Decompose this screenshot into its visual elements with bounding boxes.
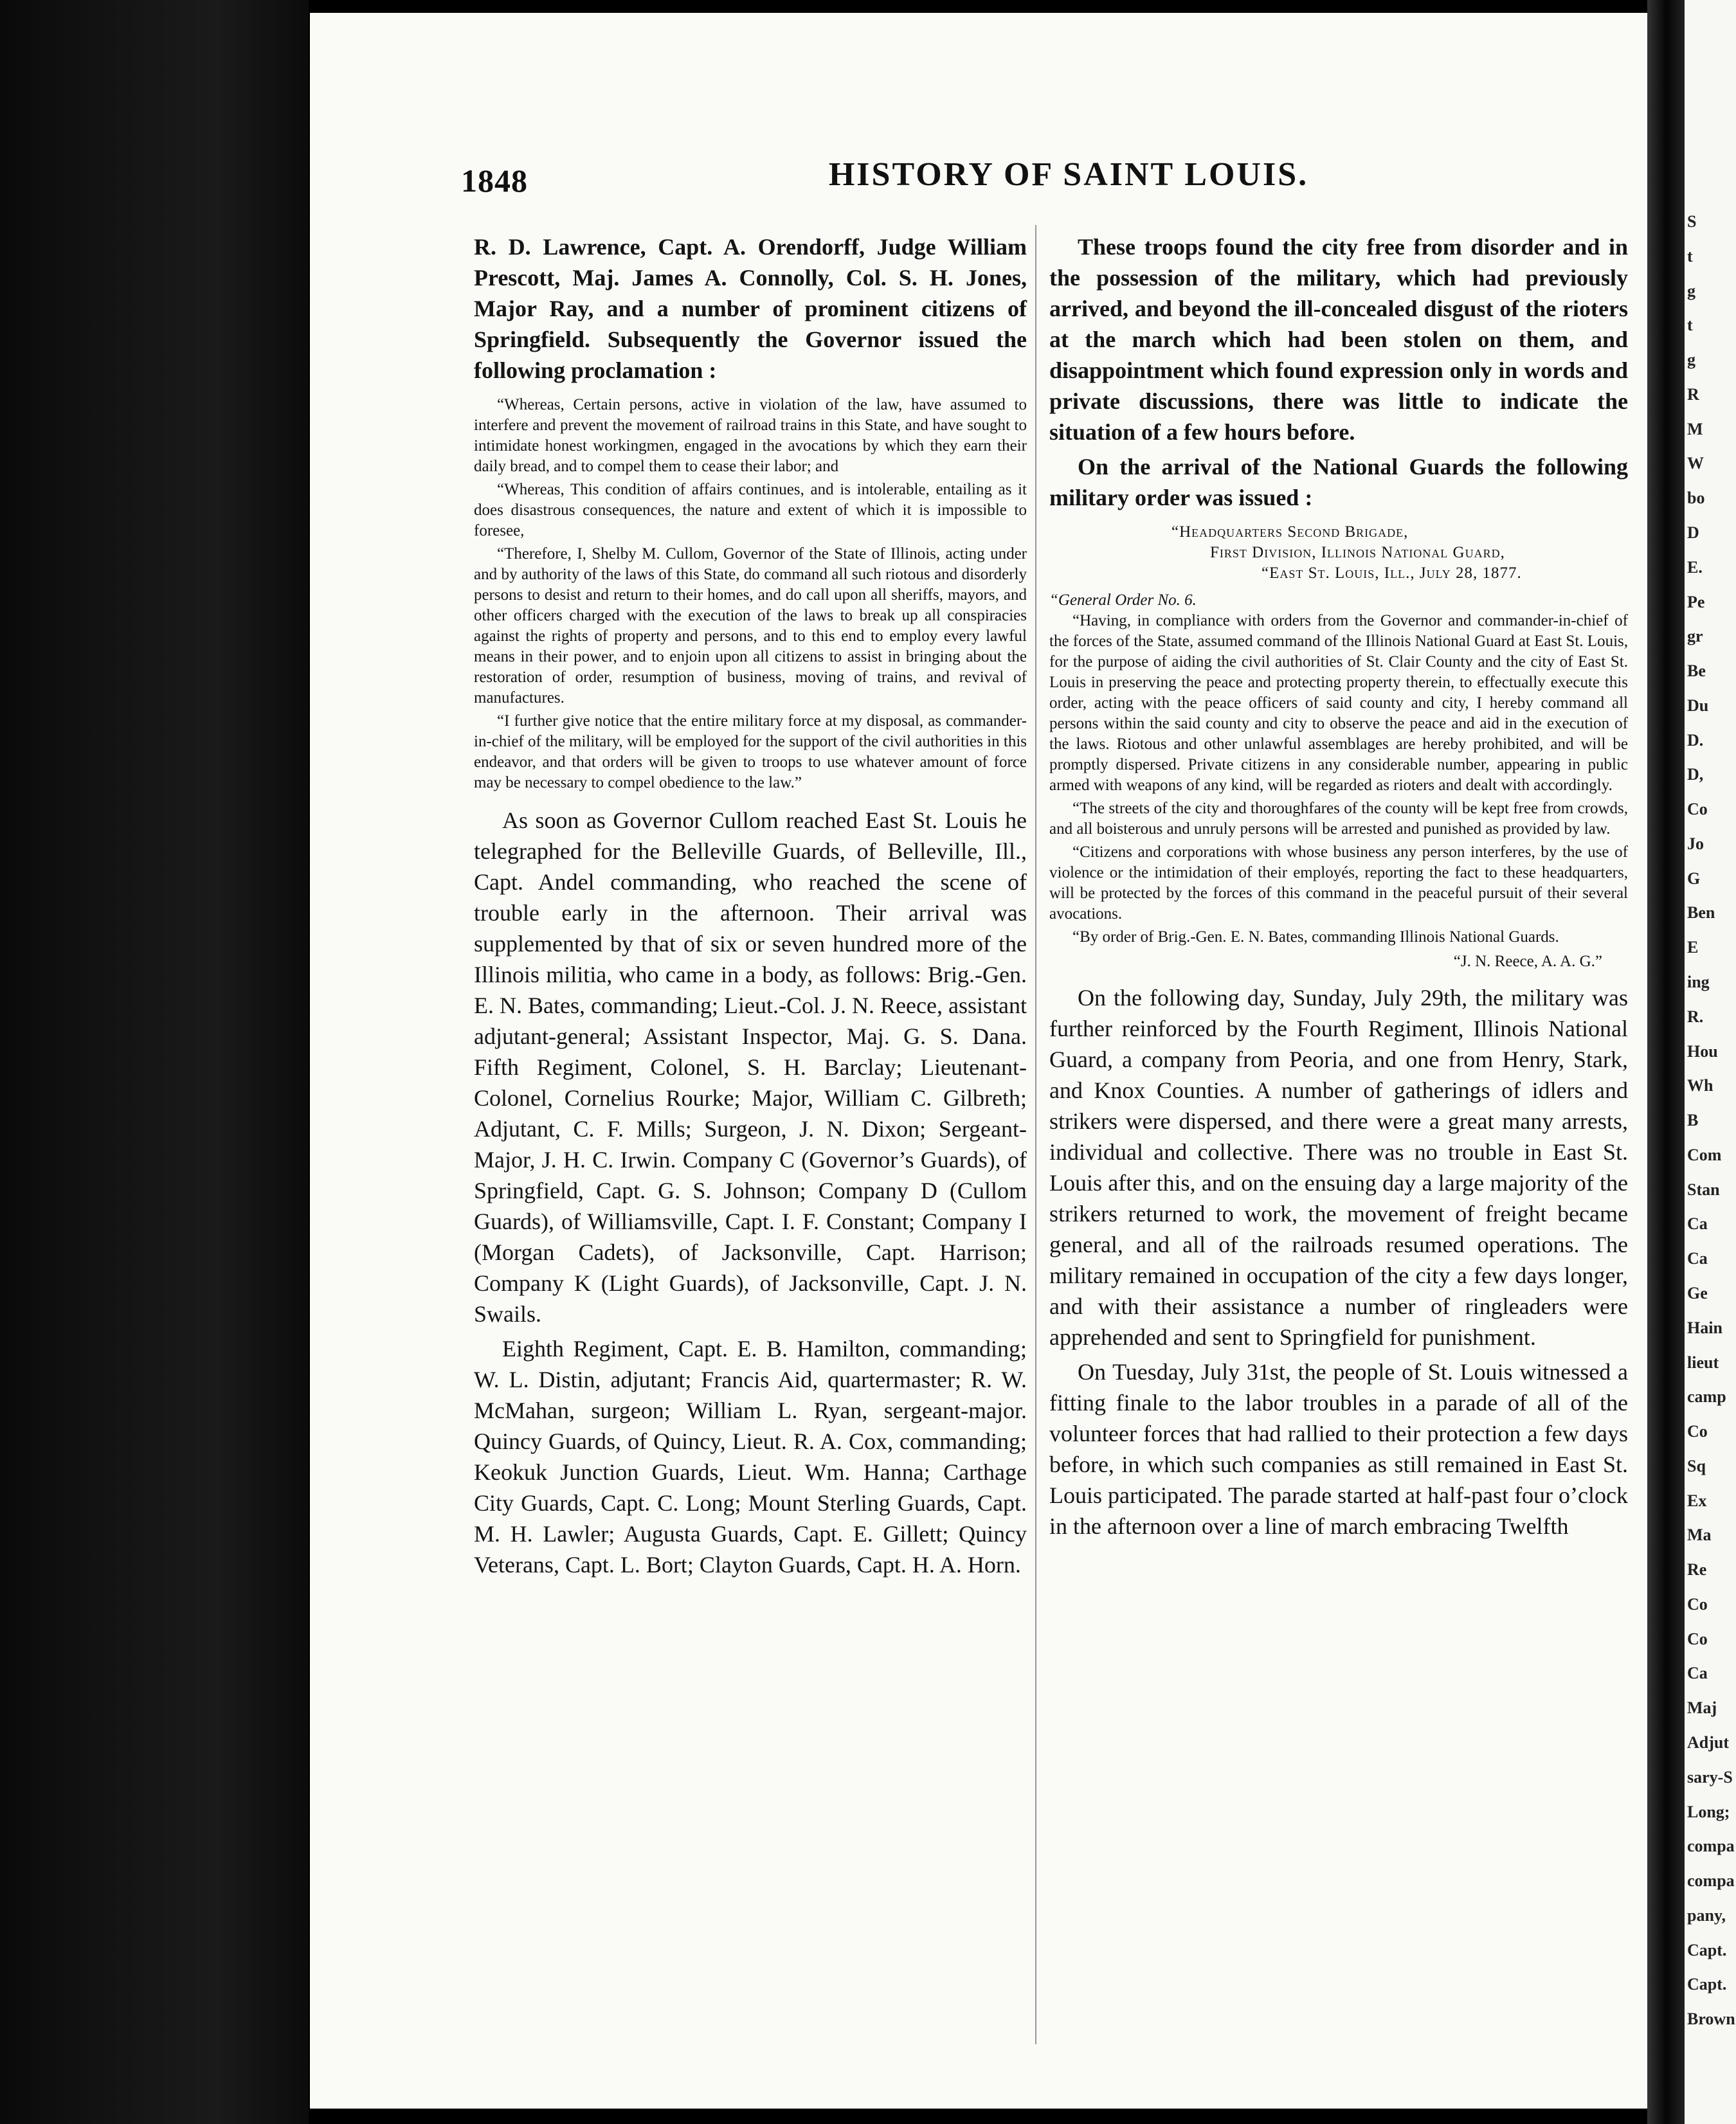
order-number: “General Order No. 6. [1049,591,1197,609]
proclamation-paragraph: “Therefore, I, Shelby M. Cullom, Governor of the State of Illinois, acting under and by authority of the laws of this State, do command all such riotous and disorderly persons to desist and return to their homes, and do call upon all sheriffs, mayors, and other officers charged with the execution of the laws to break up all conspiracies against the rights of property and persons, and to this end to employ every lawful means in their power, and to enjoin upon all citizens to assist in bringing about the restoration of order, resumption of business, moving of trains, and revival of manufactures. [474,545,1027,706]
next-page-fragment: Ca [1687,1214,1708,1233]
body-paragraph: On Tuesday, July 31st, the people of St. Louis witnessed a fitting finale to the labor troubles in a parade of all of the volunteer forces that had rallied to their protection a few days before, in which such companies as still remained in East St. Louis participated. The parade started at half-past four o’clock in the afternoon over a line of march embracing Twelfth [1049,1359,1628,1539]
next-page-fragment: R. [1687,1007,1704,1026]
next-page-fragment: S [1687,212,1697,231]
next-page-fragment: lieut [1687,1353,1719,1372]
next-page-fragment: Pe [1687,593,1705,611]
next-page-fragment: Ben [1687,903,1715,922]
next-page-fragment: camp [1687,1387,1726,1406]
proclamation [474,395,1027,793]
order-paragraph: “The streets of the city and thoroughfares of the county will be kept free from crowds, and all boisterous and unruly persons will be arrested and punished as provided by law. [1049,800,1628,838]
next-page-fragment: bo [1687,489,1705,507]
next-page-fragment: Sq [1687,1457,1706,1475]
right-column [1049,231,1628,1545]
next-page-fragment: R [1687,385,1699,404]
left-column [474,231,1027,1584]
next-page-fragment: gr [1687,627,1703,645]
next-page-fragment: Re [1687,1560,1707,1579]
next-page-fragment: Be [1687,662,1706,680]
next-page-fragment: D [1687,523,1699,542]
next-page-fragment: M [1687,420,1703,438]
body-paragraph: Eighth Regiment, Capt. E. B. Hamilton, commanding; W. L. Distin, adjutant; Francis Aid, quartermaster; R. W. McMahan, surgeon; William L. Ryan, sergeant-major. Quincy Guards, of Quincy, Lieut. R. A. Cox, commanding; Keokuk Junction Guards, Lieut. Wm. Hanna; Carthage City Guards, Capt. C. Long; Mount Sterling Guards, Capt. M. H. Lawler; Augusta Guards, Capt. E. Gillett; Quincy Veterans, Capt. L. Bort; Clayton Guards, Capt. H. A. Horn. [474,1336,1027,1578]
next-page-fragment: D. [1687,731,1704,750]
column-divider [1035,225,1036,2044]
order-paragraph: “Citizens and corporations with whose business any person interferes, by the use of violence or the intimidation of their employés, reporting the fact to these headquarters, will be protected by the forces of this command in the peaceful pursuit of their several avocations. [1049,843,1628,923]
next-page-fragment: D, [1687,765,1704,784]
next-page-fragment: Maj [1687,1698,1717,1717]
order-heading-line: “East St. Louis, Ill., July 28, 1877. [1261,564,1522,582]
proclamation-paragraph: “Whereas, This condition of affairs continues, and is intolerable, entailing as it does disastrous consequences, the nature and extent of which it is impossible to foresee, [474,481,1027,539]
next-page-fragment: Co [1687,800,1708,818]
next-page-fragment: E [1687,938,1699,957]
next-page-fragment: E. [1687,558,1703,577]
next-page-fragment: Ca [1687,1249,1708,1268]
order-signature: “J. N. Reece, A. A. G.” [1453,953,1602,970]
page-header [461,156,1618,201]
order-heading-line: First Division, Illinois National Guard, [1210,544,1505,561]
next-page-fragment: compa [1687,1837,1735,1855]
book-page [310,13,1647,2109]
next-page-fragment: Capt. [1687,1975,1727,1994]
next-page-fragment: Co [1687,1422,1708,1441]
next-page-fragment: t [1687,316,1693,334]
proclamation-paragraph: “Whereas, Certain persons, active in violation of the law, have assumed to interfere and prevent the movement of railroad trains in this State, and have sought to intimidate honest workingmen, engaged in the avocations by which they earn their daily bread, and to compel them to cease their labor; and [474,396,1027,475]
next-page-fragment: Jo [1687,834,1704,853]
next-page-fragment: Du [1687,696,1709,715]
next-page-fragment: Wh [1687,1076,1713,1095]
next-page-fragment: Com [1687,1146,1722,1164]
next-page-fragment: Ca [1687,1664,1708,1682]
intro-paragraph: R. D. Lawrence, Capt. A. Orendorff, Judge William Prescott, Maj. James A. Connolly, Col. S. H. Jones, Major Ray, and a number of prominent citizens of Springfield. Subsequently the Governor issued the following proclamation : [474,234,1027,383]
order-heading-line: “Headquarters Second Brigade, [1171,523,1409,541]
body-paragraph: These troops found the city free from disorder and in the possession of the military, which had previously arrived, and beyond the ill-concealed disgust of the rioters at the march which had been stolen on them, and disappointment which found expression only in words and private discussions, there was little to indicate the situation of a few hours before. [1049,234,1628,445]
next-page-fragment: Hou [1687,1042,1718,1061]
page-number: 1848 [461,163,528,199]
next-page-fragment: W [1687,454,1704,473]
body-paragraph: As soon as Governor Cullom reached East St. Louis he telegraphed for the Belleville Guards, of Belleville, Ill., Capt. Andel commanding, who reached the scene of trouble early in the afternoon. Their arrival was supplemented by that of six or seven hundred more of the Illinois militia, who came in a body, as follows: Brig.-Gen. E. N. Bates, commanding; Lieut.-Col. J. N. Reece, assistant adjutant-general; Assistant Inspector, Maj. G. S. Dana. Fifth Regiment, Colonel, S. H. Barclay; Lieutenant-Colonel, Cornelius Rourke; Major, William C. Gilbreth; Adjutant, C. F. Mills; Surgeon, J. N. Dixon; Sergeant-Major, J. H. C. Irwin. Company C (Governor’s Guards), of Springfield, Capt. G. S. Johnson; Company D (Cullom Guards), of Williamsville, Capt. I. F. Constant; Company I (Morgan Cadets), of Jacksonville, Capt. Harrison; Company K (Light Guards), of Jacksonville, Capt. J. N. Swails. [474,807,1027,1327]
military-order [1049,522,1628,972]
body-paragraph: On the following day, Sunday, July 29th, the military was further reinforced by the Fourth Regiment, Illinois National Guard, a company from Peoria, and one from Henry, Stark, and Knox Counties. A number of gatherings of idlers and strikers were dispersed, and there were a great many arrests, individual and collective. There was no trouble in East St. Louis after this, and on the ensuing day a large majority of the strikers returned to work, the movement of freight became general, and all of the railroads resumed operations. The military remained in occupation of the city a few days longer, and with their assistance a number of ringleaders were apprehended and sent to Springfield for punishment. [1049,985,1628,1350]
next-page-fragment: G [1687,869,1701,888]
next-page-edge [1685,0,1736,2124]
next-page-fragment: Long; [1687,1803,1730,1821]
order-paragraph: “By order of Brig.-Gen. E. N. Bates, commanding Illinois National Guards. [1072,928,1559,946]
next-page-fragment: Ma [1687,1526,1712,1544]
book-gutter [1647,0,1685,2124]
next-page-fragment: Co [1687,1630,1708,1648]
body-paragraph: On the arrival of the National Guards the following military order was issued : [1049,454,1628,510]
next-page-fragment: Brown [1687,2010,1735,2028]
running-title: HISTORY OF SAINT LOUIS. [828,156,1309,193]
next-page-fragment: Capt. [1687,1941,1727,1959]
next-page-fragment: t [1687,247,1693,266]
next-page-fragment: Ge [1687,1284,1708,1302]
next-page-fragment: ing [1687,973,1710,991]
order-paragraph: “Having, in compliance with orders from the Governor and commander-in-chief of the forces of the State, assumed command of the Illinois National Guard at East St. Louis, for the purpose of aiding the civil authorities of St. Clair County and the city of East St. Louis in preserving the peace and protecting property therein, to effectually execute this order, acting with the peace officers of said county and city, I hereby command all persons within the said county and city to observe the peace and aid in the execution of the laws. Riotous and other unlawful assemblages are hereby prohibited, and will be promptly dispersed. Private citizens in any considerable number, appearing in public armed with weapons of any kind, will be regarded as rioters and dealt with accordingly. [1049,612,1628,794]
next-page-fragment: sary-S [1687,1768,1733,1787]
next-page-fragment: Adjut [1687,1733,1730,1752]
next-page-fragment: pany, [1687,1906,1726,1925]
scan-left-margin [0,0,309,2124]
next-page-fragment: compa [1687,1871,1735,1890]
next-page-fragment: g [1687,350,1695,369]
proclamation-paragraph: “I further give notice that the entire military force at my disposal, as commander-in-chief of the military, will be employed for the support of the civil authorities in this endeavor, and that orders will be given to troops to use whatever amount of force may be necessary to compel obedience to the law.” [474,712,1027,791]
next-page-fragment: Hain [1687,1318,1722,1337]
next-page-fragment: g [1687,282,1695,300]
next-page-fragment: Ex [1687,1491,1707,1510]
next-page-fragment: Stan [1687,1180,1720,1199]
next-page-fragment: B [1687,1111,1699,1130]
next-page-fragment: Co [1687,1595,1708,1614]
